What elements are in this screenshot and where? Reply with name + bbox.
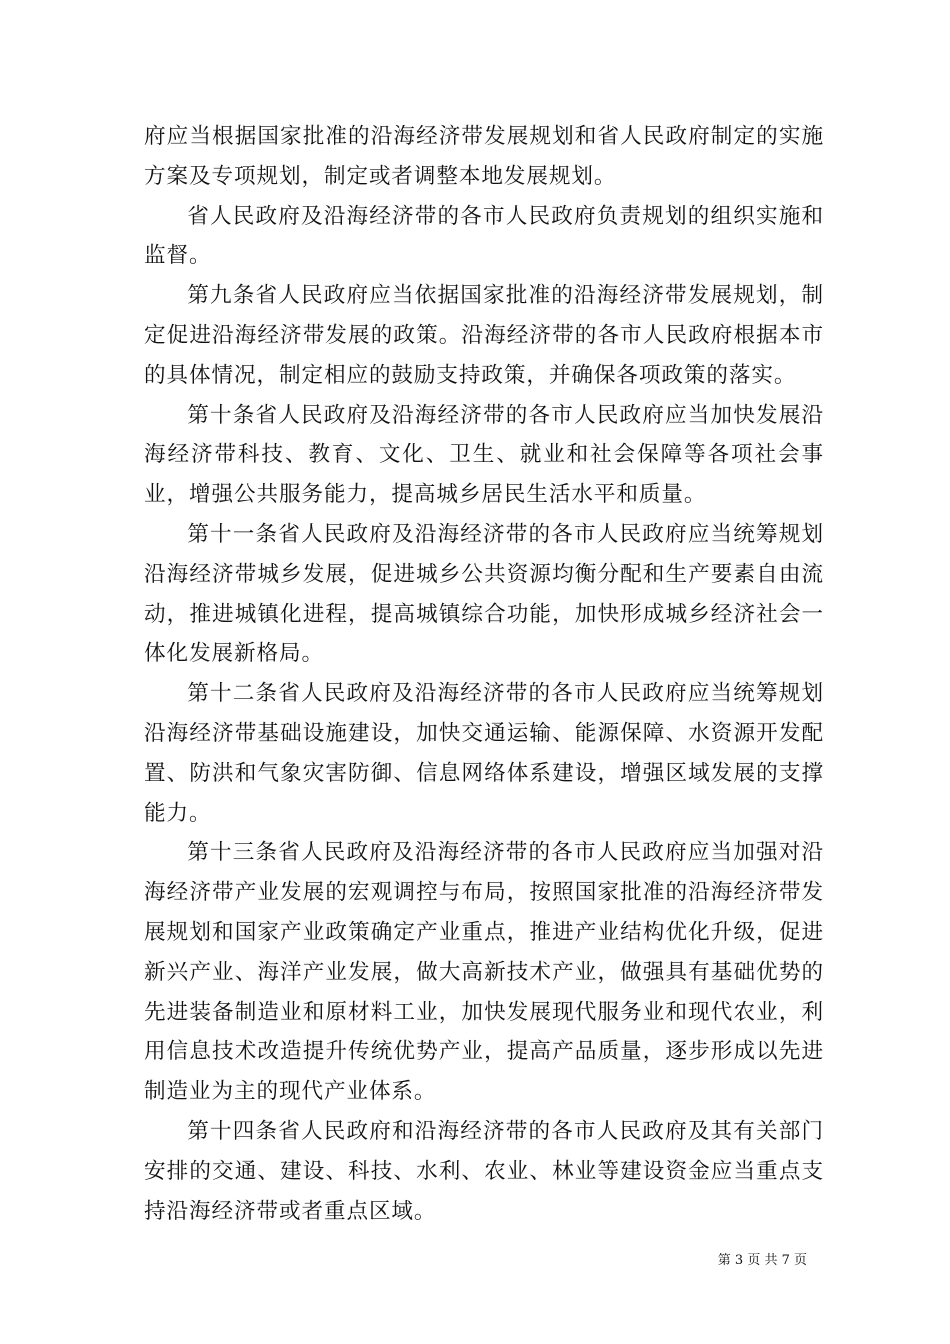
paragraph-article-13: 第十三条省人民政府及沿海经济带的各市人民政府应当加强对沿海经济带产业发展的宏观调控与布局，按照国家批准的沿海经济带发展规划和国家产业政策确定产业重点，推进产业结构优化升级，促进新兴产业、海洋产业发展，做大高新技术产业，做强具有基础优势的先进装备制造业和原材料工业，加快发展现代服务业和现代农业，利用信息技术改造提升传统优势产业，提高产品质量，逐步形成以先进制造业为主的现代产业体系。 — [144, 840, 824, 1105]
document-body — [144, 117, 824, 1231]
paragraph-article-12: 第十二条省人民政府及沿海经济带的各市人民政府应当统筹规划沿海经济带基础设施建设，加快交通运输、能源保障、水资源开发配置、防洪和气象灾害防御、信息网络体系建设，增强区域发展的支撑能力。 — [144, 681, 824, 826]
paragraph-supervision: 省人民政府及沿海经济带的各市人民政府负责规划的组织实施和监督。 — [144, 203, 824, 269]
paragraph-article-9: 第九条省人民政府应当依据国家批准的沿海经济带发展规划，制定促进沿海经济带发展的政策。沿海经济带的各市人民政府根据本市的具体情况，制定相应的鼓励支持政策，并确保各项政策的落实。 — [144, 283, 824, 388]
paragraph-article-10: 第十条省人民政府及沿海经济带的各市人民政府应当加快发展沿海经济带科技、教育、文化、卫生、就业和社会保障等各项社会事业，增强公共服务能力，提高城乡居民生活水平和质量。 — [144, 402, 824, 508]
paragraph-article-14: 第十四条省人民政府和沿海经济带的各市人民政府及其有关部门安排的交通、建设、科技、水利、农业、林业等建设资金应当重点支持沿海经济带或者重点区域。 — [144, 1118, 824, 1224]
paragraph-continuation: 府应当根据国家批准的沿海经济带发展规划和省人民政府制定的实施方案及专项规划，制定或者调整本地发展规划。 — [144, 124, 824, 189]
paragraph-article-11: 第十一条省人民政府及沿海经济带的各市人民政府应当统筹规划沿海经济带城乡发展，促进城乡公共资源均衡分配和生产要素自由流动，推进城镇化进程，提高城镇综合功能，加快形成城乡经济社会一体化发展新格局。 — [144, 521, 824, 667]
page-number-footer: 第 3 页 共 7 页 — [717, 1253, 807, 1268]
